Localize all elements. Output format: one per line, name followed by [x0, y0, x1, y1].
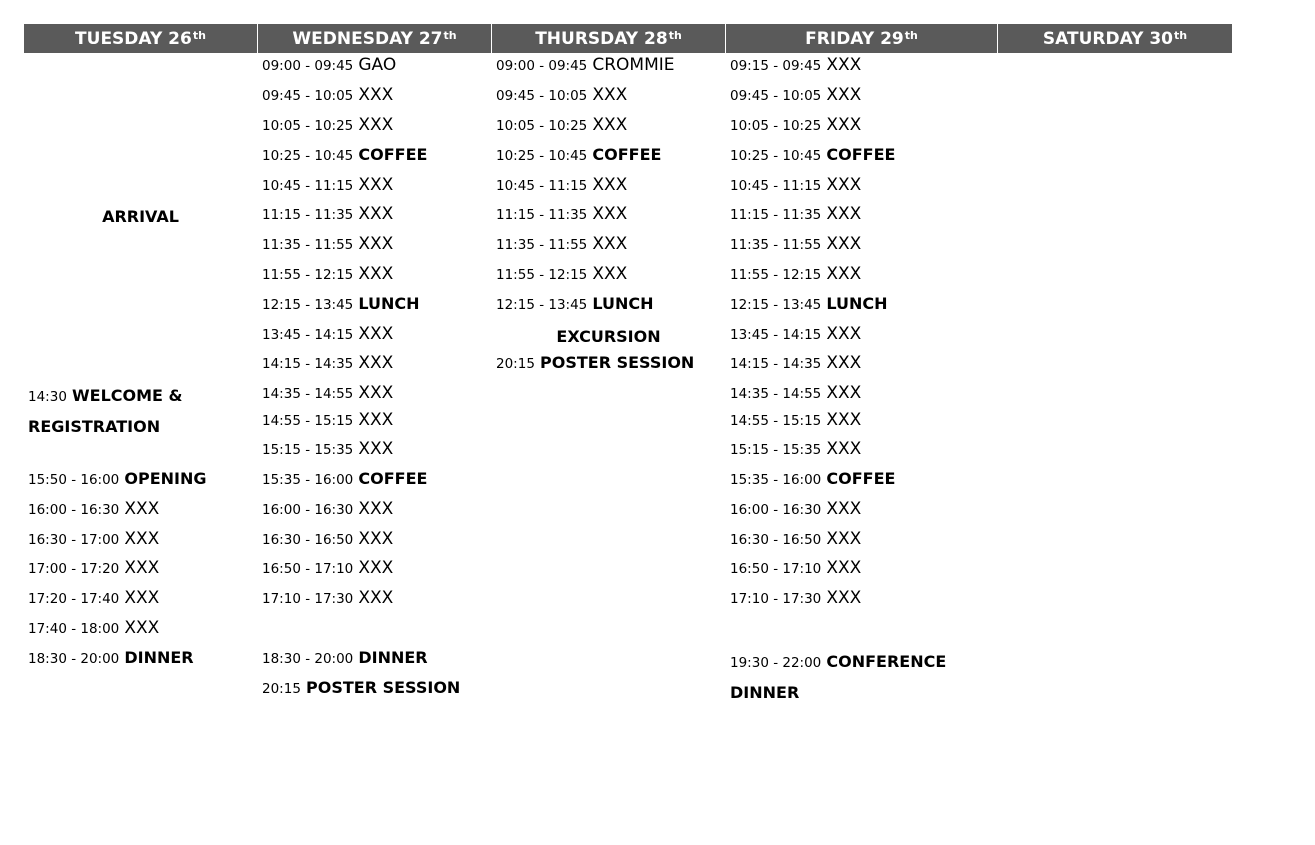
slot-time: 16:50 - 17:10: [262, 561, 354, 577]
poster-session-slot: [258, 676, 492, 764]
slot-time: 17:00 - 17:20: [28, 561, 120, 577]
slot-time: 11:35 - 11:55: [496, 237, 588, 253]
slot-title: XXX: [124, 529, 160, 549]
slot-time: 14:15 - 14:35: [262, 356, 354, 372]
xxx-slot: [258, 262, 492, 292]
slot-time: 14:15 - 14:35: [730, 356, 822, 372]
slot-title: XXX: [826, 588, 862, 608]
slot-title: XXX: [358, 324, 394, 344]
slot-title: XXX: [124, 499, 160, 519]
xxx-slot: [258, 83, 492, 113]
day-name: FRIDAY 29: [805, 28, 904, 49]
coffee-slot: [492, 143, 726, 173]
slot-title: LUNCH: [592, 294, 654, 313]
slot-title: CROMMIE: [592, 55, 675, 75]
xxx-slot: [726, 202, 998, 232]
slot-title: XXX: [826, 175, 862, 195]
welcome-registration-slot: [24, 381, 258, 467]
slot-title: XXX: [826, 264, 862, 284]
slot-time: 11:55 - 12:15: [730, 267, 822, 283]
day-header-5: [998, 24, 1233, 53]
xxx-slot: [726, 527, 998, 556]
slot-time: 11:15 - 11:35: [262, 207, 354, 223]
slot-title: XXX: [826, 383, 862, 403]
xxx-slot: [258, 408, 492, 437]
dinner-slot: [258, 646, 492, 676]
conference-dinner-slot: [726, 646, 998, 764]
slot-title: WELCOME & REGISTRATION: [28, 386, 183, 436]
slot-time: 10:25 - 10:45: [262, 148, 354, 164]
slot-title: COFFEE: [592, 145, 662, 164]
day-ordinal-suffix: th: [904, 29, 918, 42]
empty-slot: [726, 616, 998, 646]
slot-title: COFFEE: [826, 469, 896, 488]
slot-title: XXX: [826, 85, 862, 105]
slot-time: 09:00 - 09:45: [496, 58, 588, 74]
xxx-slot: [726, 113, 998, 143]
slot-title: POSTER SESSION: [306, 678, 461, 697]
day-name: THURSDAY 28: [535, 28, 668, 49]
slot-time: 11:55 - 12:15: [496, 267, 588, 283]
slot-time: 11:15 - 11:35: [730, 207, 822, 223]
day-header-2: [258, 24, 492, 53]
slot-title: XXX: [592, 234, 628, 254]
day-ordinal-suffix: th: [443, 29, 457, 42]
slot-time: 15:15 - 15:35: [730, 442, 822, 458]
slot-time: 09:00 - 09:45: [262, 58, 354, 74]
day-header-1: [24, 24, 258, 53]
slot-time: 14:35 - 14:55: [262, 386, 354, 402]
xxx-slot: [24, 497, 258, 527]
xxx-slot: [726, 83, 998, 113]
xxx-slot: [258, 322, 492, 351]
coffee-slot: [726, 143, 998, 173]
slot-title: COFFEE: [826, 145, 896, 164]
xxx-slot: [258, 351, 492, 381]
slot-title: XXX: [358, 558, 394, 578]
slot-time: 15:35 - 16:00: [262, 472, 354, 488]
empty-slot: [258, 616, 492, 646]
xxx-slot: [258, 437, 492, 467]
xxx-slot: [492, 262, 726, 292]
xxx-slot: [492, 83, 726, 113]
xxx-slot: [492, 202, 726, 232]
xxx-slot: [258, 202, 492, 232]
slot-title: GAO: [358, 55, 397, 75]
slot-time: 14:55 - 15:15: [730, 413, 822, 429]
slot-time: 11:15 - 11:35: [496, 207, 588, 223]
dinner-slot: [24, 646, 258, 676]
slot-time: 14:30: [28, 389, 67, 405]
lunch-slot: [726, 292, 998, 322]
slot-title: POSTER SESSION: [540, 353, 695, 372]
slot-title: LUNCH: [826, 294, 888, 313]
xxx-slot: [726, 173, 998, 202]
slot-title: XXX: [124, 618, 160, 638]
slot-time: 17:10 - 17:30: [262, 591, 354, 607]
slot-time: 10:05 - 10:25: [262, 118, 354, 134]
slot-time: 17:10 - 17:30: [730, 591, 822, 607]
slot-title: DINNER: [124, 648, 194, 667]
slot-time: 09:45 - 10:05: [730, 88, 822, 104]
xxx-slot: [258, 586, 492, 616]
xxx-slot: [24, 616, 258, 646]
slot-time: 20:15: [262, 681, 301, 697]
slot-time: 16:00 - 16:30: [730, 502, 822, 518]
coffee-slot: [258, 143, 492, 173]
slot-time: 16:00 - 16:30: [28, 502, 120, 518]
day-ordinal-suffix: th: [1174, 29, 1188, 42]
xxx-slot: [258, 173, 492, 202]
day-ordinal-suffix: th: [192, 29, 206, 42]
slot-title: XXX: [358, 115, 394, 135]
xxx-slot: [726, 497, 998, 527]
opening-slot: [24, 467, 258, 497]
xxx-slot: [24, 556, 258, 586]
xxx-slot: [726, 262, 998, 292]
slot-time: 16:50 - 17:10: [730, 561, 822, 577]
xxx-slot: [492, 173, 726, 202]
slot-time: 12:15 - 13:45: [262, 297, 354, 313]
xxx-slot: [258, 232, 492, 262]
slot-title: XXX: [358, 499, 394, 519]
slot-title: XXX: [826, 324, 862, 344]
slot-time: 15:50 - 16:00: [28, 472, 120, 488]
gao-slot: [258, 53, 492, 83]
slot-time: 09:15 - 09:45: [730, 58, 822, 74]
slot-title: XXX: [592, 115, 628, 135]
slot-title: XXX: [826, 115, 862, 135]
xxx-slot: [258, 497, 492, 527]
xxx-slot: [24, 586, 258, 616]
slot-title: XXX: [358, 529, 394, 549]
xxx-slot: [258, 527, 492, 556]
slot-title: XXX: [358, 264, 394, 284]
slot-time: 18:30 - 20:00: [262, 651, 354, 667]
day-name: SATURDAY 30: [1042, 28, 1173, 49]
slot-time: 12:15 - 13:45: [496, 297, 588, 313]
slot-title: XXX: [826, 499, 862, 519]
slot-time: 10:05 - 10:25: [496, 118, 588, 134]
slot-title: EXCURSION: [556, 326, 661, 346]
coffee-slot: [258, 467, 492, 497]
xxx-slot: [726, 437, 998, 467]
slot-time: 15:35 - 16:00: [730, 472, 822, 488]
slot-time: 11:35 - 11:55: [262, 237, 354, 253]
slot-title: XXX: [592, 85, 628, 105]
lunch-slot: [492, 292, 726, 322]
slot-time: 10:45 - 11:15: [496, 178, 588, 194]
slot-time: 15:15 - 15:35: [262, 442, 354, 458]
slot-time: 16:30 - 16:50: [262, 532, 354, 548]
xxx-slot: [726, 351, 998, 381]
day-name: WEDNESDAY 27: [292, 28, 443, 49]
slot-title: XXX: [358, 234, 394, 254]
day-header-4: [726, 24, 998, 53]
slot-title: XXX: [826, 439, 862, 459]
xxx-slot: [258, 381, 492, 408]
slot-time: 10:25 - 10:45: [730, 148, 822, 164]
xxx-slot: [726, 381, 998, 408]
slot-time: 16:00 - 16:30: [262, 502, 354, 518]
day-ordinal-suffix: th: [668, 29, 682, 42]
slot-time: 19:30 - 22:00: [730, 655, 822, 671]
slot-time: 11:55 - 12:15: [262, 267, 354, 283]
slot-title: XXX: [358, 353, 394, 373]
slot-time: 09:45 - 10:05: [496, 88, 588, 104]
xxx-slot: [24, 527, 258, 556]
crommie-slot: [492, 53, 726, 83]
xxx-slot: [492, 113, 726, 143]
xxx-slot: [726, 408, 998, 437]
xxx-slot: [258, 556, 492, 586]
xxx-slot: [726, 586, 998, 616]
slot-title: LUNCH: [358, 294, 420, 313]
slot-title: XXX: [826, 55, 862, 75]
slot-title: OPENING: [124, 469, 207, 488]
slot-title: CONFERENCE DINNER: [730, 652, 947, 702]
slot-title: XXX: [826, 353, 862, 373]
xxx-slot: [726, 322, 998, 351]
slot-time: 14:55 - 15:15: [262, 413, 354, 429]
slot-title: XXX: [358, 204, 394, 224]
slot-time: 16:30 - 17:00: [28, 532, 120, 548]
slot-title: ARRIVAL: [102, 207, 179, 226]
slot-title: XXX: [826, 410, 862, 430]
day-name: TUESDAY 26: [75, 28, 192, 49]
slot-title: COFFEE: [358, 145, 428, 164]
coffee-slot: [726, 467, 998, 497]
slot-time: 10:45 - 11:15: [730, 178, 822, 194]
slot-time: 17:40 - 18:00: [28, 621, 120, 637]
slot-title: XXX: [826, 558, 862, 578]
slot-time: 20:15: [496, 356, 535, 372]
slot-title: XXX: [124, 588, 160, 608]
slot-title: XXX: [358, 383, 394, 403]
slot-time: 09:45 - 10:05: [262, 88, 354, 104]
day-header-3: [492, 24, 726, 53]
slot-time: 10:05 - 10:25: [730, 118, 822, 134]
slot-time: 10:45 - 11:15: [262, 178, 354, 194]
excursion-slot: [492, 322, 726, 351]
slot-title: XXX: [826, 204, 862, 224]
lunch-slot: [258, 292, 492, 322]
xxx-slot: [726, 556, 998, 586]
slot-time: 13:45 - 14:15: [262, 327, 354, 343]
xxx-slot: [492, 232, 726, 262]
slot-time: 11:35 - 11:55: [730, 237, 822, 253]
slot-time: 18:30 - 20:00: [28, 651, 120, 667]
slot-time: 12:15 - 13:45: [730, 297, 822, 313]
slot-time: 16:30 - 16:50: [730, 532, 822, 548]
slot-title: XXX: [592, 204, 628, 224]
slot-title: XXX: [358, 85, 394, 105]
slot-title: XXX: [358, 588, 394, 608]
xxx-slot: [726, 53, 998, 83]
slot-time: 17:20 - 17:40: [28, 591, 120, 607]
slot-title: XXX: [592, 264, 628, 284]
slot-title: XXX: [592, 175, 628, 195]
xxx-slot: [258, 113, 492, 143]
slot-title: XXX: [826, 234, 862, 254]
slot-title: XXX: [358, 410, 394, 430]
xxx-slot: [726, 232, 998, 262]
slot-title: DINNER: [358, 648, 428, 667]
slot-title: COFFEE: [358, 469, 428, 488]
poster-session-slot: [492, 351, 726, 676]
slot-time: 14:35 - 14:55: [730, 386, 822, 402]
slot-title: XXX: [826, 529, 862, 549]
slot-title: XXX: [358, 439, 394, 459]
slot-time: 10:25 - 10:45: [496, 148, 588, 164]
slot-title: XXX: [124, 558, 160, 578]
arrival-slot: [24, 53, 258, 381]
slot-time: 13:45 - 14:15: [730, 327, 822, 343]
slot-title: XXX: [358, 175, 394, 195]
